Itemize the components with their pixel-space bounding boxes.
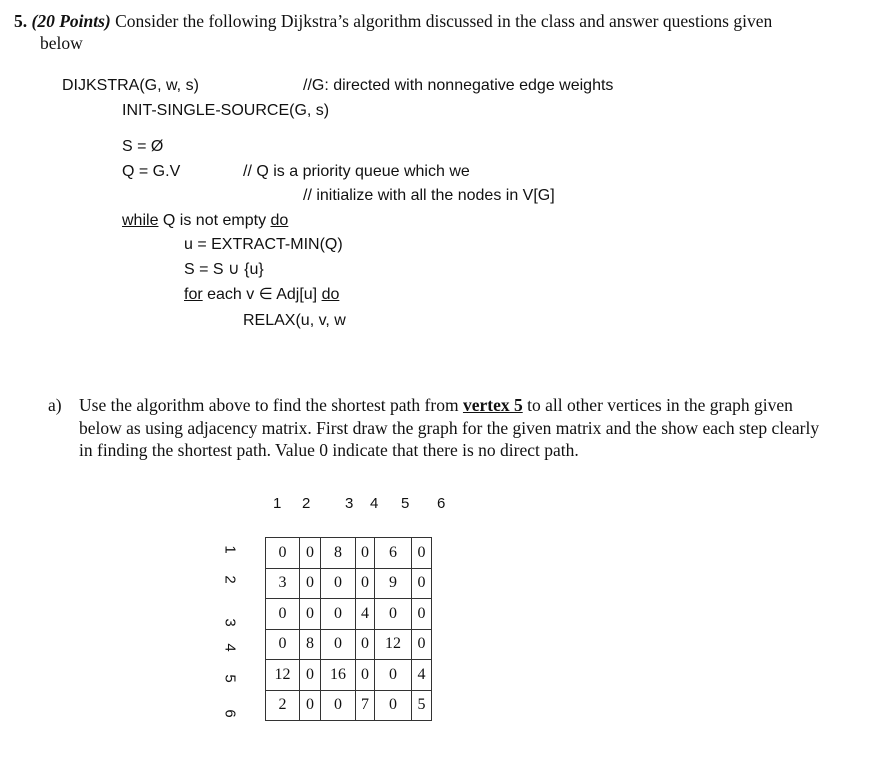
- col-label-1: 1: [273, 495, 282, 512]
- keyword-do: do: [270, 212, 289, 229]
- algo-header-comment: //G: directed with nonnegative edge weights: [303, 77, 614, 94]
- keyword-for: for: [184, 286, 203, 303]
- matrix-cell: 0: [375, 660, 412, 691]
- algo-relax: RELAX(u, v, w: [243, 312, 346, 329]
- part-a-text: Use the algorithm above to find the shortest path from vertex 5 to all other vertices in the graph given below as using adjacency matrix. First draw the graph for the given matrix and the show each step clearly in finding the shortest path. Value 0 indicate that there is no direct path.: [79, 395, 820, 460]
- matrix-cell: 0: [412, 629, 432, 660]
- keyword-do-2: do: [321, 286, 340, 303]
- matrix-row: [266, 538, 432, 569]
- col-label-5: 5: [401, 495, 410, 512]
- matrix-cell: 0: [300, 568, 321, 599]
- matrix-row: [266, 568, 432, 599]
- matrix-cell: 8: [321, 538, 356, 569]
- question-points: (20 Points): [31, 11, 111, 31]
- algo-q-comment1: // Q is a priority queue which we: [243, 163, 470, 180]
- matrix-cell: 7: [356, 690, 375, 721]
- matrix-row: [266, 599, 432, 630]
- matrix-cell: 4: [412, 660, 432, 691]
- matrix-cell: 0: [300, 599, 321, 630]
- algo-for-line: [184, 285, 339, 305]
- while-condition: Q is not empty: [158, 212, 271, 229]
- algo-union: S = S ∪ {u}: [184, 261, 264, 278]
- row-label-3: 3: [221, 618, 239, 627]
- part-a-label: a): [48, 395, 62, 415]
- matrix-cell: 2: [266, 690, 300, 721]
- matrix-cell: 0: [266, 599, 300, 630]
- col-label-6: 6: [437, 495, 446, 512]
- algo-extract: u = EXTRACT-MIN(Q): [184, 236, 343, 253]
- matrix-cell: 0: [266, 538, 300, 569]
- matrix-row: [266, 629, 432, 660]
- question-number: 5.: [14, 11, 28, 31]
- question-prompt-cont: below: [40, 33, 83, 53]
- matrix-cell: 4: [356, 599, 375, 630]
- row-label-1: 1: [221, 545, 239, 554]
- algo-while-line: [122, 211, 288, 231]
- adjacency-matrix: [265, 537, 432, 721]
- algo-q-comment2: // initialize with all the nodes in V[G]: [303, 187, 555, 204]
- matrix-cell: 6: [375, 538, 412, 569]
- matrix-row: [266, 660, 432, 691]
- algo-header: DIJKSTRA(G, w, s): [62, 77, 199, 94]
- vertex-highlight: vertex 5: [462, 395, 523, 415]
- matrix-cell: 9: [375, 568, 412, 599]
- matrix-cell: 12: [375, 629, 412, 660]
- matrix-cell: 0: [375, 599, 412, 630]
- matrix-cell: 0: [412, 599, 432, 630]
- matrix-cell: 0: [321, 568, 356, 599]
- matrix-cell: 0: [412, 538, 432, 569]
- matrix-cell: 5: [412, 690, 432, 721]
- matrix-cell: 0: [356, 568, 375, 599]
- algo-init: INIT-SINGLE-SOURCE(G, s): [122, 102, 330, 119]
- matrix-cell: 0: [300, 690, 321, 721]
- matrix-cell: 0: [356, 629, 375, 660]
- question-title: [14, 10, 772, 32]
- row-label-4: 4: [221, 643, 239, 652]
- matrix-cell: 8: [300, 629, 321, 660]
- matrix-cell: 0: [356, 660, 375, 691]
- matrix-cell: 0: [321, 690, 356, 721]
- algo-q-init: Q = G.V: [122, 163, 181, 180]
- matrix-cell: 16: [321, 660, 356, 691]
- row-label-6: 6: [221, 709, 239, 718]
- matrix-row: [266, 690, 432, 721]
- matrix-cell: 0: [266, 629, 300, 660]
- matrix-cell: 0: [300, 538, 321, 569]
- keyword-while: while: [122, 212, 159, 229]
- col-label-3: 3: [345, 495, 354, 512]
- matrix-cell: 0: [321, 599, 356, 630]
- for-condition: each v ∈ Adj[u]: [202, 286, 322, 303]
- matrix-cell: 0: [356, 538, 375, 569]
- matrix-cell: 12: [266, 660, 300, 691]
- question-prompt: Consider the following Dijkstra’s algorithm discussed in the class and answer questions given: [110, 11, 773, 31]
- matrix-cell: 0: [375, 690, 412, 721]
- matrix-cell: 0: [412, 568, 432, 599]
- algo-s-init: S = Ø: [122, 138, 164, 155]
- col-label-2: 2: [302, 495, 311, 512]
- matrix-cell: 3: [266, 568, 300, 599]
- matrix-cell: 0: [300, 660, 321, 691]
- matrix-cell: 0: [321, 629, 356, 660]
- col-label-4: 4: [370, 495, 379, 512]
- row-label-5: 5: [221, 674, 239, 683]
- row-label-2: 2: [221, 575, 239, 584]
